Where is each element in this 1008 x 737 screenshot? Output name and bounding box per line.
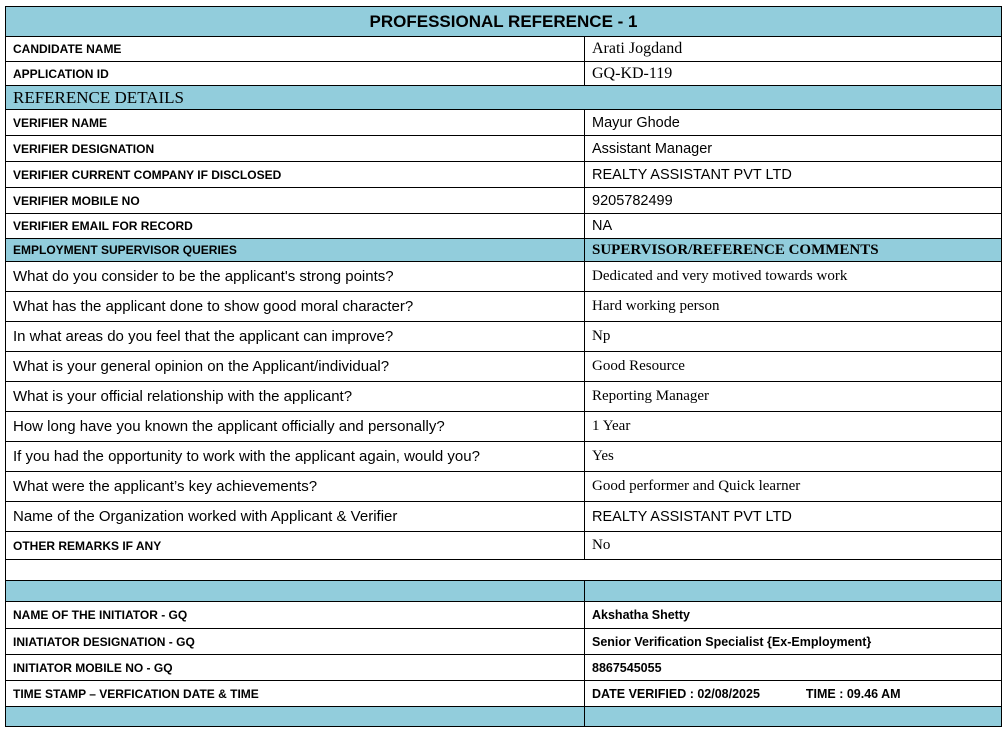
- date-verified: DATE VERIFIED : 02/08/2025: [592, 686, 760, 701]
- query: What were the applicant’s key achievements?: [6, 472, 585, 502]
- answer: 1 Year: [585, 412, 1002, 442]
- query: If you had the opportunity to work with the applicant again, would you?: [6, 442, 585, 472]
- other-remarks-value: No: [585, 532, 1002, 560]
- answer: Dedicated and very motived towards work: [585, 262, 1002, 292]
- query: What do you consider to be the applicant's strong points?: [6, 262, 585, 292]
- verifier-value: Assistant Manager: [585, 136, 1002, 162]
- verifier-label: VERIFIER EMAIL FOR RECORD: [6, 214, 585, 239]
- divider-cell: [585, 581, 1002, 602]
- query: What has the applicant done to show good moral character?: [6, 292, 585, 322]
- footer-cell: [6, 707, 585, 727]
- query: What is your official relationship with the applicant?: [6, 382, 585, 412]
- answer: Yes: [585, 442, 1002, 472]
- query: What is your general opinion on the Applicant/individual?: [6, 352, 585, 382]
- candidate-name: Arati Jogdand: [585, 37, 1002, 62]
- initiator-label: NAME OF THE INITIATOR - GQ: [6, 602, 585, 629]
- application-id: GQ-KD-119: [585, 62, 1002, 86]
- query: How long have you known the applicant officially and personally?: [6, 412, 585, 442]
- query: In what areas do you feel that the applicant can improve?: [6, 322, 585, 352]
- divider-cell: [6, 581, 585, 602]
- other-remarks-label: OTHER REMARKS IF ANY: [6, 532, 585, 560]
- initiator-value: 8867545055: [585, 655, 1002, 681]
- answer: Np: [585, 322, 1002, 352]
- verifier-label: VERIFIER MOBILE NO: [6, 188, 585, 214]
- candidate-name-label: CANDIDATE NAME: [6, 37, 585, 62]
- initiator-value: Akshatha Shetty: [585, 602, 1002, 629]
- verifier-label: VERIFIER DESIGNATION: [6, 136, 585, 162]
- initiator-label: INIATIATOR DESIGNATION - GQ: [6, 629, 585, 655]
- initiator-label: INITIATOR MOBILE NO - GQ: [6, 655, 585, 681]
- reference-details-heading: REFERENCE DETAILS: [6, 86, 1002, 110]
- application-id-label: APPLICATION ID: [6, 62, 585, 86]
- answer: Good Resource: [585, 352, 1002, 382]
- time-verified: TIME : 09.46 AM: [805, 686, 901, 701]
- blank-row: [6, 560, 1002, 581]
- verifier-value: REALTY ASSISTANT PVT LTD: [585, 162, 1002, 188]
- verifier-label: VERIFIER CURRENT COMPANY IF DISCLOSED: [6, 162, 585, 188]
- reference-table: [5, 6, 1002, 727]
- verifier-value: NA: [585, 214, 1002, 239]
- comments-header: SUPERVISOR/REFERENCE COMMENTS: [585, 239, 1002, 262]
- answer: Hard working person: [585, 292, 1002, 322]
- query: Name of the Organization worked with Applicant & Verifier: [6, 502, 585, 532]
- verifier-value: 9205782499: [585, 188, 1002, 214]
- timestamp-label: TIME STAMP – VERFICATION DATE & TIME: [6, 681, 585, 707]
- answer: Good performer and Quick learner: [585, 472, 1002, 502]
- footer-cell: [585, 707, 1002, 727]
- answer: REALTY ASSISTANT PVT LTD: [585, 502, 1002, 532]
- queries-header: EMPLOYMENT SUPERVISOR QUERIES: [6, 239, 585, 262]
- page-title: PROFESSIONAL REFERENCE - 1: [6, 7, 1002, 37]
- verifier-value: Mayur Ghode: [585, 110, 1002, 136]
- verifier-label: VERIFIER NAME: [6, 110, 585, 136]
- timestamp-value: [585, 681, 1002, 707]
- initiator-value: Senior Verification Specialist {Ex-Employment}: [585, 629, 1002, 655]
- answer: Reporting Manager: [585, 382, 1002, 412]
